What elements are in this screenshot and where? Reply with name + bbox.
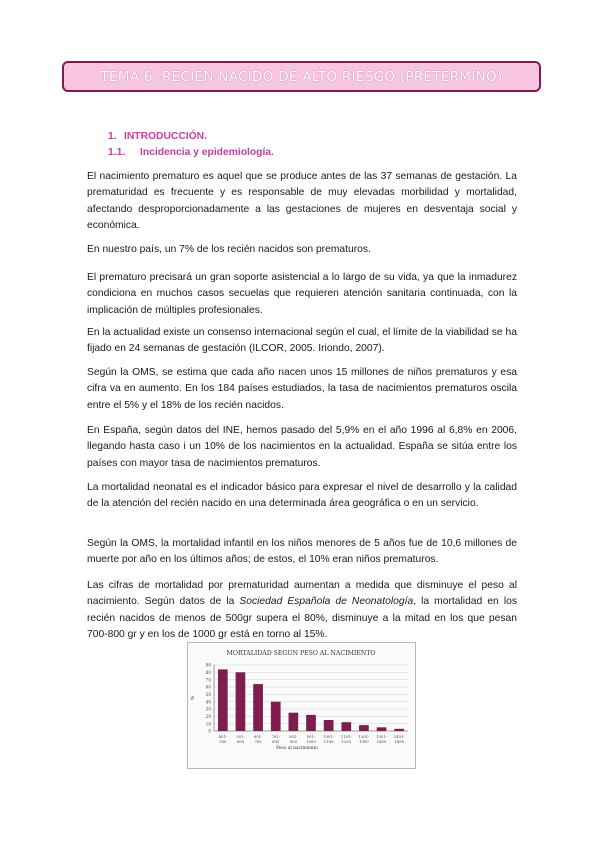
paragraph-oms: Según la OMS, se estima que cada año nacen unos 15 millones de niños prematuros y esa cifra va en aumento. En los 184 países estudiados, la tasa de nacimientos prematuros oscila entre el 5% y el 18% de los recién nacidos.: [87, 367, 517, 411]
paragraph-neonatal-mortality: La mortalidad neonatal es el indicador básico para expresar el nivel de desarrollo y la calidad de la atención del recién nacido en una determinada área geográfica o en un servicio.: [87, 482, 517, 510]
y-tick-label: 90: [205, 662, 211, 668]
x-tick-label: 1000: [306, 739, 316, 744]
x-tick-label: 1499: [394, 739, 405, 744]
x-tick-label: 1400: [376, 739, 387, 744]
paragraph-spain-rate: En nuestro país, un 7% de los recién nacidos son prematuros.: [87, 244, 371, 255]
y-tick-label: 50: [205, 691, 211, 697]
x-tick-label: 500: [219, 739, 227, 744]
y-tick-label: 10: [205, 721, 211, 727]
paragraph-infant-mortality: Según la OMS, la mortalidad infantil en los niños menores de 5 años fue de 10,6 millones de muerte por año en los últimos años; de estos, el 10% eran niños prematuros.: [87, 538, 517, 566]
x-tick-label: 1301-: [376, 734, 388, 739]
x-tick-label: 601-: [253, 734, 263, 739]
bar: [289, 713, 299, 731]
paragraph-text-start: Las cifras de mortalidad por prematuridad aumentan a medida que disminuye el peso al nacimiento. Según datos de la: [87, 580, 517, 608]
y-tick-label: 70: [205, 677, 211, 683]
x-tick-label: 600: [236, 739, 245, 744]
x-tick-label: 1300: [359, 739, 369, 744]
bar: [306, 715, 316, 731]
chart-title: MORTALIDAD SEGUN PESO AL NACIMIENTO: [226, 650, 376, 657]
paragraph-ine: En España, según datos del INE, hemos pasado del 5,9% en el año 1996 al 6,8% en 2006, llegando hasta caso i un 10% de los nacimientos en la actualidad. España se sitúa entre los países con mayor tasa de nacimientos prematuros.: [87, 425, 517, 469]
x-tick-label: 1001-: [323, 734, 335, 739]
section-label: INTRODUCCIÓN.: [124, 131, 207, 142]
bar: [253, 684, 263, 731]
x-tick-label: 701-: [271, 734, 280, 739]
y-tick-label: 0: [208, 728, 211, 734]
bar: [394, 729, 404, 731]
bar: [236, 672, 246, 731]
y-tick-label: 40: [205, 699, 211, 705]
section-heading: [108, 131, 207, 142]
x-tick-label: 1100: [323, 739, 334, 744]
bar: [341, 722, 351, 731]
bar: [359, 725, 369, 731]
x-tick-label: 501-: [236, 734, 245, 739]
page-title: TEMA 6. RECIEN NACIDO DE ALTO RIESGO (PRETÉRMINO): [100, 68, 503, 85]
x-tick-label: 1200: [341, 739, 352, 744]
y-tick-label: 20: [205, 713, 211, 719]
subsection-heading: [108, 147, 274, 158]
x-tick-label: 1101-: [340, 734, 352, 739]
paragraph-mortality-weight: [87, 578, 517, 643]
bar: [324, 720, 334, 731]
section-number: 1.: [108, 131, 117, 142]
x-tick-label: 401-: [218, 734, 228, 739]
title-banner: [62, 61, 541, 92]
subsection-label: Incidencia y epidemiología.: [140, 147, 274, 158]
bar: [377, 727, 387, 731]
x-tick-label: 801-: [289, 734, 298, 739]
bar: [271, 702, 281, 731]
bar: [218, 669, 228, 731]
mortality-chart: [187, 642, 416, 769]
subsection-number: 1.1.: [108, 147, 126, 158]
y-tick-label: 30: [205, 706, 211, 712]
paragraph-viability: En la actualidad existe un consenso internacional según el cual, el límite de la viabilidad se ha fijado en 24 semanas de gestación (ILCOR, 2005. Iriondo, 2007).: [87, 327, 517, 355]
x-tick-label: 901-: [306, 734, 316, 739]
y-tick-label: 60: [205, 684, 211, 690]
paragraph-definition: El nacimiento prematuro es aquel que se produce antes de las 37 semanas de gestación. La prematuridad es frecuente y es responsable de muy elevadas morbilidad y mortalidad, afectando desproporcionadamente a las gestaciones de mujeres en desventaja social y económica.: [87, 171, 517, 231]
society-name: Sociedad Española de Neonatología: [239, 596, 414, 608]
x-tick-label: 1201-: [358, 734, 370, 739]
y-axis-label: %: [190, 695, 196, 701]
y-tick-label: 80: [205, 669, 211, 675]
mortality-chart-svg: [188, 643, 415, 768]
x-tick-label: 1401-: [393, 734, 405, 739]
x-tick-label: 700: [254, 739, 262, 744]
x-tick-label: 800: [272, 739, 280, 744]
x-tick-label: 900: [289, 739, 297, 744]
paragraph-support: El prematuro precisará un gran soporte asistencial a lo largo de su vida, ya que la inmadurez condiciona en muchos casos secuelas que requieren atención sanitaria continuada, con la implicación de múltiples profesionales.: [87, 272, 517, 316]
x-axis-label: Peso al nacimiento: [276, 746, 318, 751]
paragraph-text-end: , la mortalidad en los recién nacidos de menos de 500gr supera el 80%, disminuye a la mitad en los que pesan 700-800 gr y en los de 1000 gr está en torno al 15%.: [87, 596, 517, 640]
